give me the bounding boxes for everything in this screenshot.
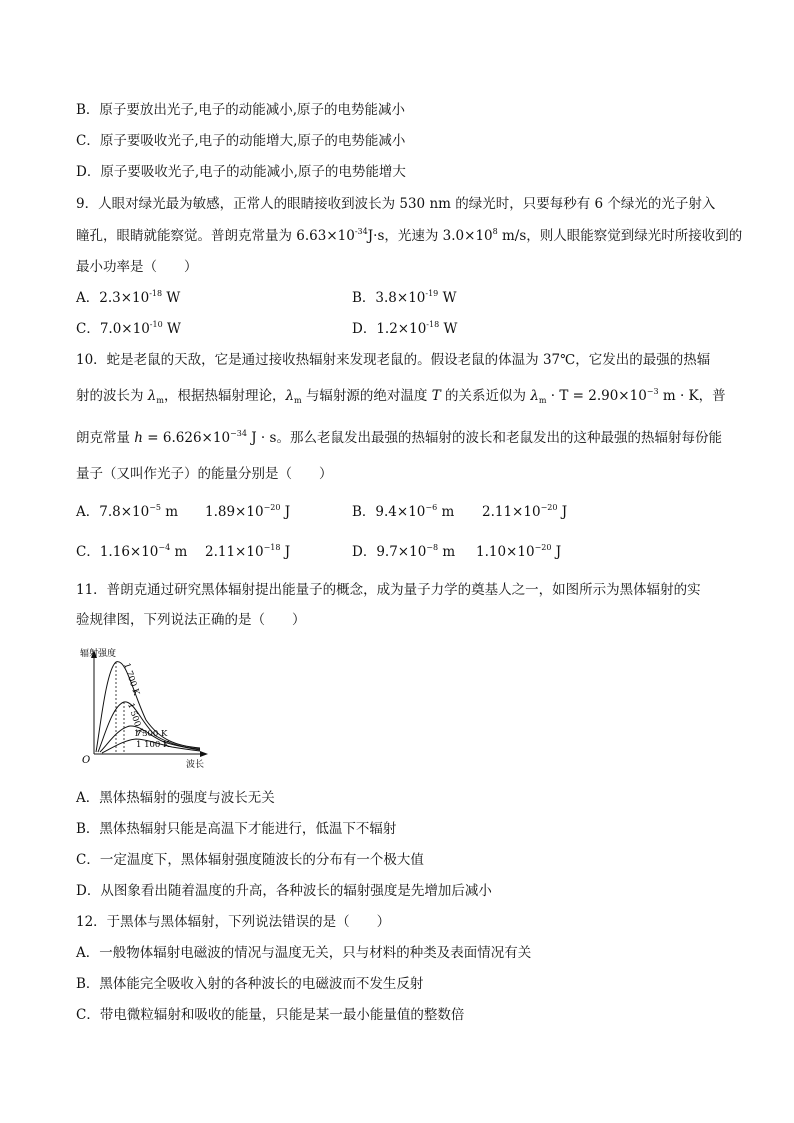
q11-option-b: B．黑体热辐射只能是高温下才能进行，低温下不辐射 [76,821,397,837]
q8-option-c: C．原子要吸收光子,电子的动能增大,原子的电势能减小 [76,133,406,149]
blackbody-diagram [76,640,216,770]
q12-option-b: B．黑体能完全吸收入射的各种波长的电磁波而不发生反射 [76,976,424,992]
blackbody-radiation-figure [76,640,216,770]
q10-stem-line4: 量子（又叫作光子）的能量分别是（ ） [76,466,333,482]
q11-stem-line2: 验规律图，下列说法正确的是（ ） [76,612,306,628]
q8-option-b: B．原子要放出光子,电子的动能减小,原子的电势能减小 [76,102,406,118]
q10-option-c-energy: $2.11\times 10^{-18}$ J [205,543,291,560]
q10-option-d-energy: $1.10\times 10^{-20}$ J [476,543,562,560]
x-axis-arrow [200,751,208,757]
q9-stem-line1: 9．人眼对绿光最为敏感，正常人的眼睛接收到波长为 530 nm 的绿光时，只要每秒有 6 个绿光的光子射入 [76,196,716,212]
q10-option-c: C．$1.16\times 10^{-4}$ m [76,543,188,560]
x-axis-label: 波长 [186,760,205,770]
label-1700k: 1 700 K [121,661,141,697]
y-axis-label: 辐射强度 [80,649,117,659]
q11-stem-line1: 11．普朗克通过研究黑体辐射提出能量子的概念，成为量子力学的奠基人之一，如图所示为黑体辐射的实 [76,582,701,598]
q8-option-d: D．原子要吸收光子,电子的动能减小,原子的电势能增大 [76,164,406,180]
q12-option-a: A．一般物体辐射电磁波的情况与温度无关，只与材料的种类及表面情况有关 [76,945,532,961]
origin-label: O [82,755,91,766]
q9-option-c: C．$7.0\times 10^{-10}$ W [76,320,181,337]
q9-option-a: A．$2.3\times 10^{-18}$ W [76,289,181,306]
q10-option-a-energy: $1.89\times 10^{-20}$ J [205,503,291,520]
label-1500k: 1 500 K [125,701,145,737]
q10-option-d: D．$9.7\times 10^{-8}$ m [352,543,456,560]
q10-stem-line3: 朗克常量 $h = 6.626\times 10^{-34}$ J · s。那么老鼠发出最强的热辐射的波长和老鼠发出的这种最强的热辐射每份能 [76,429,722,446]
q10-option-b: B．$9.4\times 10^{-6}$ m [352,503,455,520]
label-1300k: 1 300 K [134,729,168,739]
q9-stem-line2: 瞳孔，眼睛就能察觉。普朗克常量为 $6.63\times 10^{-34}J\cdot s$，光速为 $3.0\times 10^8$ m/s，则人眼能察觉到绿光时所接收到的 [76,227,743,244]
q9-option-d: D．$1.2\times 10^{-18}$ W [352,320,458,337]
q10-option-a: A．$7.8\times 10^{-5}$ m [76,503,179,520]
q10-stem-line2: 射的波长为 $\lambda_m$，根据热辐射理论，$\lambda_m$ 与辐射源的绝对温度 T 的关系近似为 $\lambda_m \cdot T = 2.90\times 10^{-3}$ m · K，普 [76,387,726,405]
q10-option-b-energy: $2.11\times 10^{-20}$ J [482,503,568,520]
q12-stem: 12．于黑体与黑体辐射，下列说法错误的是（ ） [76,914,391,930]
q11-option-d: D．从图象看出随着温度的升高，各种波长的辐射强度是先增加后减小 [76,883,492,899]
q9-stem-line3: 最小功率是（ ） [76,259,198,275]
q12-option-c: C．带电微粒辐射和吸收的能量，只能是某一最小能量值的整数倍 [76,1007,465,1023]
q11-option-a: A．黑体热辐射的强度与波长无关 [76,790,275,806]
label-1100k: 1 100 K [136,740,170,750]
q9-option-b: B．$3.8\times 10^{-19}$ W [352,289,457,306]
q11-option-c: C．一定温度下，黑体辐射强度随波长的分布有一个极大值 [76,852,424,868]
q10-stem-line1: 10．蛇是老鼠的天敌，它是通过接收热辐射来发现老鼠的。假设老鼠的体温为 37℃，它发出的最强的热辐 [76,352,711,368]
